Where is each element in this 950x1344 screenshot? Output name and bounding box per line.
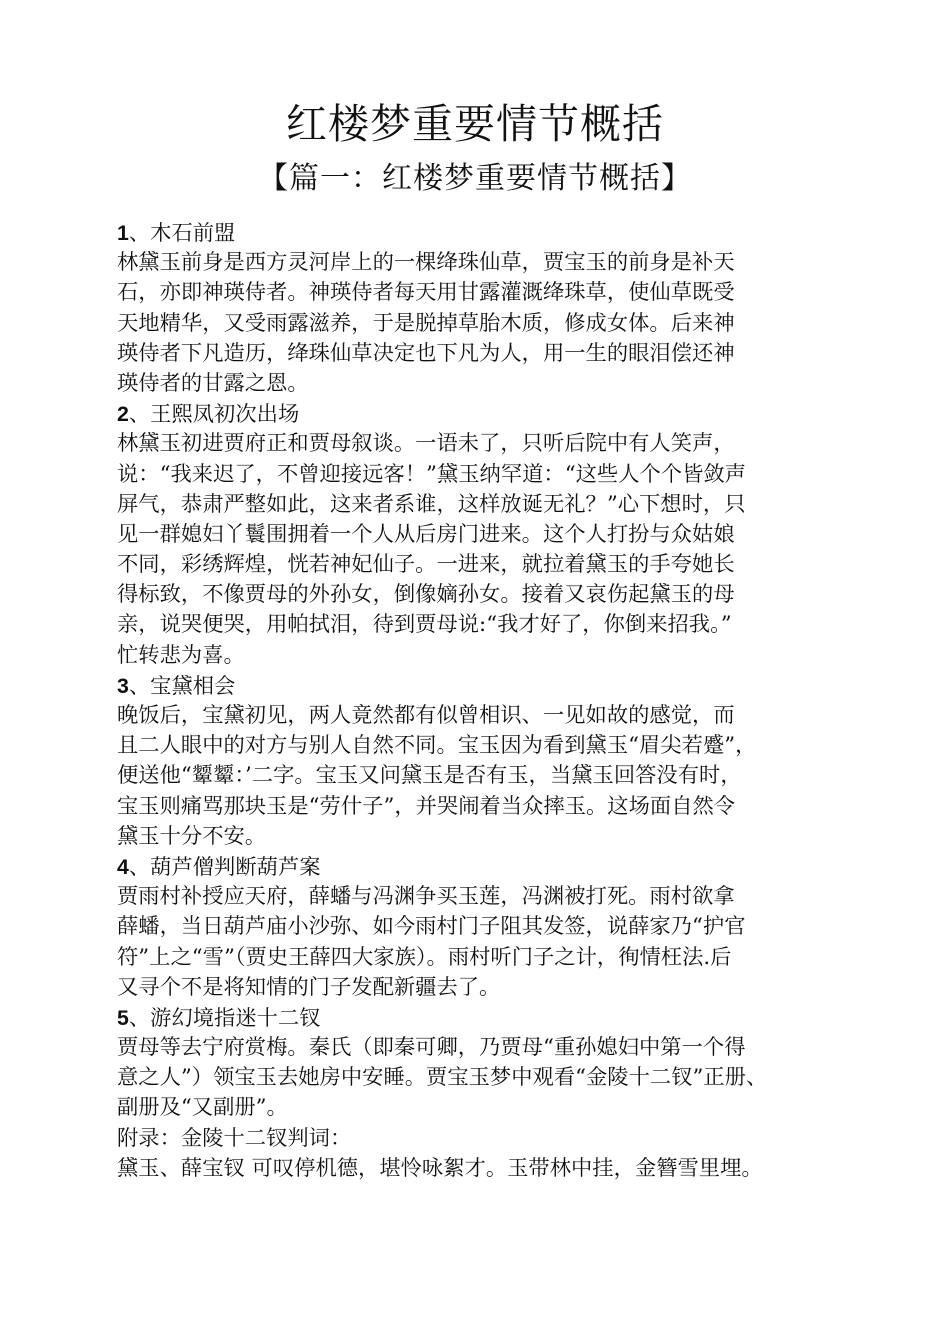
paragraph-line: 宝玉则痛骂那块玉是“劳什子”，并哭闹着当众摔玉。这场面自然令 [117, 793, 736, 819]
paragraph-line: 瑛侍者下凡造历，绛珠仙草决定也下凡为人，用一生的眼泪偿还神 [117, 340, 735, 366]
paragraph-line: 又寻个不是将知情的门子发配新疆去了。 [117, 974, 501, 1000]
paragraph-line: 薛蟠，当日葫芦庙小沙弥、如今雨村门子阻其发签，说薛家乃“护官 [117, 914, 746, 940]
paragraph-line: 贾母等去宁府赏梅。秦氏（即秦可卿，乃贾母“重孙媳妇中第一个得 [117, 1035, 746, 1061]
section-heading [117, 1003, 867, 1033]
section-number: 2 [117, 402, 129, 427]
document-subtitle: 【篇一：红楼梦重要情节概括】 [258, 161, 692, 196]
paragraph-line: 意之人”）领宝玉去她房中安睡。贾宝玉梦中观看“金陵十二钗”正册、 [117, 1065, 768, 1091]
paragraph-line: 瑛侍者的甘露之恩。 [117, 370, 309, 396]
paragraph-line: 屏气，恭肃严整如此，这来者系谁，这样放诞无礼？”心下想时，只 [117, 491, 746, 517]
paragraph-line: 见一群媳妇丫鬟围拥着一个人从后房门进来。这个人打扮与众姑娘 [117, 521, 735, 547]
section-number: 1 [117, 221, 129, 245]
section-heading-text: 、王熙凤初次出场 [128, 402, 300, 428]
paragraph-line: 林黛玉前身是西方灵河岸上的一棵绛珠仙草，贾宝玉的前身是补天 [117, 250, 735, 276]
section-heading [117, 399, 867, 429]
paragraph-line: 贾雨村补授应天府，薛蟠与冯渊争买玉莲，冯渊被打死。雨村欲拿 [117, 884, 735, 910]
paragraph-line: 忙转悲为喜。 [117, 642, 245, 668]
section-heading [117, 852, 867, 882]
paragraph-line: 附录：金陵十二钗判词： [117, 1125, 352, 1151]
paragraph-line: 说：“我来迟了，不曾迎接远客！”黛玉纳罕道：“这些人个个皆敛声 [117, 461, 746, 487]
paragraph-line: 副册及“又副册”。 [117, 1095, 288, 1121]
section-heading-text: 、宝黛相会 [128, 673, 236, 699]
paragraph-line: 且二人眼中的对方与别人自然不同。宝玉因为看到黛玉“眉尖若蹙”， [117, 733, 757, 759]
document-title: 红楼梦重要情节概括 [286, 100, 664, 148]
paragraph-line: 晚饭后，宝黛初见，两人竟然都有似曾相识、一见如故的感觉，而 [117, 703, 735, 728]
section-number: 4 [117, 854, 129, 879]
paragraph-line: 符”上之“雪”（贾史王薛四大家族）。雨村听门子之计，徇情枉法.后 [117, 944, 732, 970]
paragraph-line: 天地精华，又受雨露滋养，于是脱掉草胎木质，修成女体。后来神 [117, 310, 735, 336]
paragraph-line: 黛玉、薛宝钗 可叹停机德，堪怜咏絮才。玉带林中挂，金簪雪里埋。 [117, 1155, 763, 1181]
paragraph-line: 黛玉十分不安。 [117, 823, 267, 849]
paragraph-line: 便送他“颦颦：’二字。宝玉又问黛玉是否有玉，当黛玉回答没有时， [117, 763, 742, 789]
section-number: 5 [117, 1005, 129, 1030]
paragraph-line: 亲，说哭便哭，用帕拭泪，待到贾母说:“我才好了，你倒来招我。” [117, 612, 732, 638]
section-heading [117, 218, 867, 248]
section-heading-text: 、葫芦僧判断葫芦案 [128, 854, 321, 880]
section-heading-text: 、木石前盟 [128, 221, 236, 246]
section-heading-text: 、游幻境指迷十二钗 [128, 1005, 321, 1031]
paragraph-line: 林黛玉初进贾府正和贾母叙谈。一语未了，只听后院中有人笑声， [117, 431, 735, 457]
section-number: 3 [117, 673, 129, 698]
paragraph-line: 石，亦即神瑛侍者。神瑛侍者每天用甘露灌溉绛珠草，使仙草既受 [117, 280, 735, 306]
section-heading [117, 671, 867, 701]
paragraph-line: 不同，彩绣辉煌，恍若神妃仙子。一进来，就拉着黛玉的手夸她长 [117, 552, 735, 578]
document-body [117, 218, 867, 1184]
paragraph-line: 得标致，不像贾母的外孙女，倒像嫡孙女。接着又哀伤起黛玉的母 [117, 582, 735, 608]
